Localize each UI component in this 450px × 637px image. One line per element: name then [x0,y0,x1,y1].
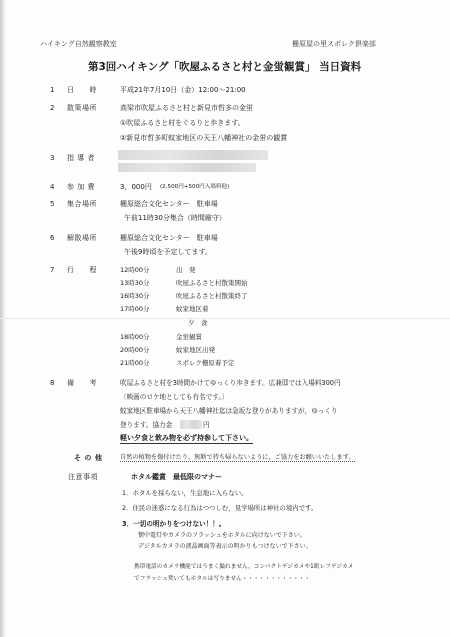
schedule-time: 12時00分 [120,266,150,274]
item-number: 5 [50,200,55,208]
item-number: 8 [50,379,55,387]
caution-heading: ホタル鑑賞 最低限のマナー [131,473,222,481]
schedule-time: 20時00分 [120,346,150,354]
schedule-event: 吹屋ふるさと村散策終了 [176,292,248,300]
schedule-event: 夕 食 [188,319,208,327]
schedule-time: 16時30分 [120,292,150,300]
meeting-line: 栅原総合文化センター 駐車場 [120,200,218,208]
notes-line: 円 [203,421,210,429]
meeting-line: 午前11時30分集合（時間厳守） [124,214,226,222]
schedule-event: 吹屋ふるさと村散策開始 [176,279,248,287]
schedule-event: 蚊家地区出発 [176,346,215,354]
area-line: 高梁市吹屋ふるさと村と新見市哲多の金蛍 [120,104,253,112]
fee-note: (2,500円+500円入場料他) [160,184,230,190]
document-title: 第3回ハイキング「吹屋ふるさと村と金蛍観賞」 当日資料 [88,61,362,73]
caution-tail: でフラッシュ焚いてもホタルは写りません・・・・・・・・・・・・ [134,576,311,582]
schedule-time: 21時00分 [120,359,150,367]
notes-line: 蚊家地区駐車場から天王八幡神社迄は急坂な登りがありますが，ゆっくり [120,407,338,415]
dismissal-line: 栅原総合文化センター 駐車場 [120,234,218,242]
item-label-dismissal: 解散場所 [67,234,97,242]
fee-value: 3，000円 [120,183,152,191]
schedule-event: 出 発 [176,266,196,274]
notes-line: 吹屋ふるさと村を3時間かけてゆっくり歩きます。広兼邸では入場料300円 [120,379,341,387]
item-number: 4 [50,183,55,191]
item-number: 1 [50,86,55,94]
notes-emphasis: 軽い夕食と飲み物を必ず持参して下さい。 [120,434,253,442]
datetime-value: 平成21年7月10日（金）12:00～21:00 [120,86,246,94]
paper-fold-line [0,318,450,319]
dismissal-line: 午後9時頃を予定してます。 [124,248,212,256]
item-label-meeting: 集合場所 [67,200,97,208]
item-label-caution: 注意事項 [68,473,98,481]
area-line: ①吹屋ふるさと村をぐるりと歩きます。 [120,119,245,127]
notes-line: 登ります。協力金 [120,421,173,429]
notes-line: 〔映画のロケ地としても有名です。〕 [120,393,229,401]
caution-rule: 2．住民の迷惑になる行為はつつしむ，見学場所は神社の境内です。 [122,504,318,512]
caution-tail: 携帯電話のカメラ機能ではうまく撮れません。コンパクトデジカメや1眼レフデジカメ [134,564,354,570]
caution-subline: 懐中電灯やカメラのフラッシュをホタルに向けないで下さい。 [138,532,306,539]
header-right: 栅原屋の里スポレク倶楽部 [292,40,376,48]
item-number: 3 [50,154,55,162]
area-line: ②新見市哲多町蚊家地区の天王八幡神社の金蛍の観賞 [120,134,288,142]
caution-rule: 1．ホタルを採らない，生息地に入らない。 [122,489,248,497]
item-label-notes: 備 考 [67,379,97,387]
header-left: ハイキング自然観察教室 [40,40,117,48]
item-label-other: そ の 他 [74,454,103,462]
item-label-fee: 参 加 費 [67,183,95,191]
redacted-leader-names [118,150,268,160]
redacted-amount [180,420,202,429]
item-label-area: 散策場所 [67,104,97,112]
item-number: 7 [50,266,55,274]
schedule-event: スポレク栅原着予定 [176,359,235,367]
schedule-event: 金蛍観賞 [176,333,202,341]
item-label-schedule: 行 程 [67,266,97,274]
caution-subline: デジタルカメラの液晶画面等表示の明かりもつけないで下さい。 [138,543,312,550]
item-label-leader: 指 導 者 [67,154,95,162]
schedule-event: 蚊家地区着 [176,305,209,313]
schedule-time: 18時00分 [120,333,150,341]
item-number: 2 [50,104,55,112]
item-label-datetime: 日 時 [67,86,97,94]
schedule-time: 13時30分 [120,279,150,287]
schedule-time: 17時00分 [120,305,150,313]
redacted-leader-names [118,163,256,172]
other-text: 自然の植物を傷付けたり，無断で持ち帰らないように，ご協力をお願いいたします。 [120,454,355,461]
caution-rule: 3．一切の明かりをつけない！！。 [122,520,226,528]
item-number: 6 [50,234,55,242]
